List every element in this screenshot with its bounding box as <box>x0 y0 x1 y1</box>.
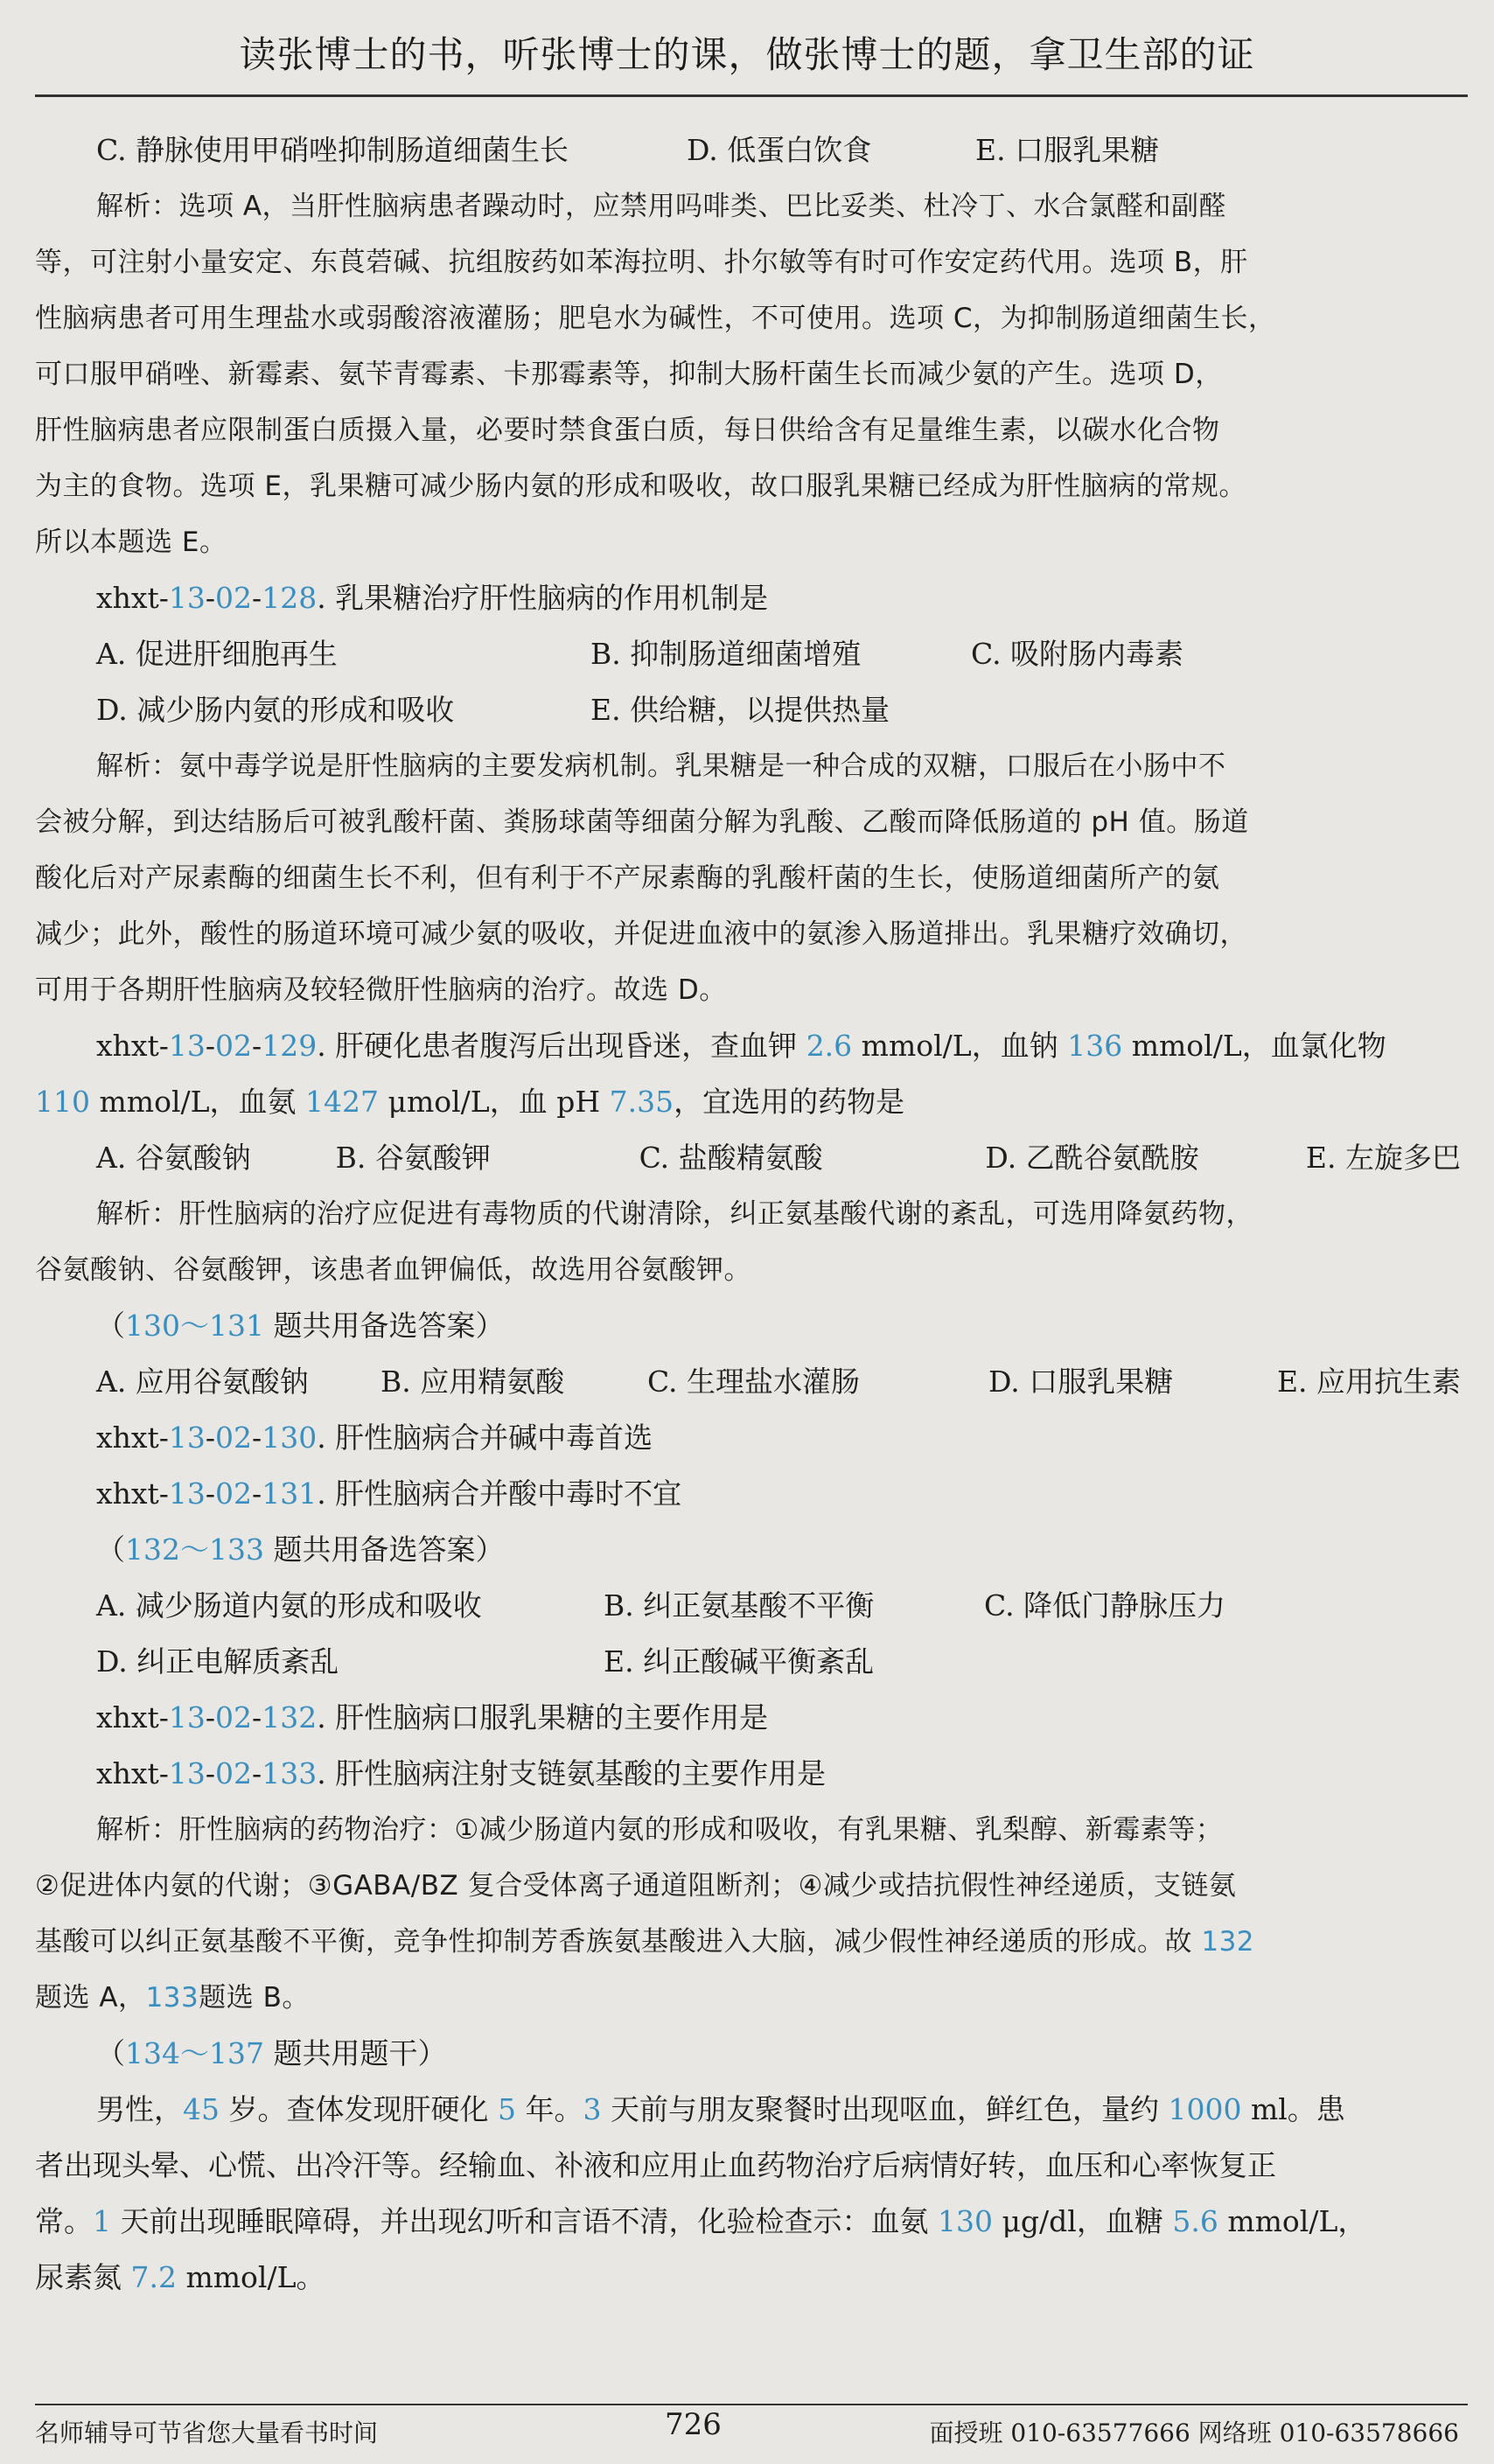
question-id-part: 02 <box>215 1029 253 1063</box>
group-132-header <box>35 1522 1461 1578</box>
question-id-sep: - <box>252 1700 262 1735</box>
question-id-sep: - <box>252 581 262 615</box>
page-content <box>35 122 1461 2306</box>
g132-option-e: E. 纠正酸碱平衡紊乱 <box>604 1644 875 1679</box>
question-id-part: 02 <box>215 1476 253 1511</box>
days-ago: 1 <box>93 2204 111 2238</box>
q129-analysis-line: 谷氨酸钠、谷氨酸钾，该患者血钾偏低，故选用谷氨酸钾。 <box>35 1254 751 1286</box>
q127-analysis-line: 肝性脑病患者应限制蛋白质摄入量，必要时禁食蛋白质，每日供给含有足量维生素，以碳水化合物 <box>35 415 1220 446</box>
case-text: 天前与朋友聚餐时出现呕血，鲜红色，量约 <box>601 2092 1169 2126</box>
answer-question-number: 133 <box>145 1982 199 2014</box>
question-id-part: 02 <box>215 1420 253 1455</box>
question-id-prefix: xhxt- <box>96 1476 169 1511</box>
group-header-label: 题共用题干） <box>264 2036 447 2070</box>
question-id-part: 13 <box>168 1700 206 1735</box>
q133-stem <box>35 1746 1461 1802</box>
question-id-part: 02 <box>215 1756 253 1790</box>
q127-analysis-line: 可口服甲硝唑、新霉素、氨苄青霉素、卡那霉素等，抑制大肠杆菌生长而减少氨的产生。选项 D， <box>35 359 1223 390</box>
q128-stem <box>35 570 1461 626</box>
case-text: 天前出现睡眠障碍，并出现幻听和言语不清，化验检查示：血氨 <box>111 2204 938 2238</box>
q129-option-d: D. 乙酰谷氨酰胺 <box>985 1141 1199 1175</box>
question-id-sep: - <box>205 1476 216 1511</box>
question-id-sep: - <box>205 1420 216 1455</box>
potassium-value: 2.6 <box>806 1029 853 1063</box>
g132-option-d: D. 纠正电解质紊乱 <box>96 1644 339 1679</box>
group-range-end: 133 <box>209 1532 264 1567</box>
case-stem-line2: 者出现头晕、心慌、出冷汗等。经输血、补液和应用止血药物治疗后病情好转，血压和心率恢复正 <box>35 2148 1276 2182</box>
question-id-part: 131 <box>262 1476 318 1511</box>
g132-analysis-line <box>35 1914 1461 1970</box>
answer-question-number: 132 <box>1201 1926 1255 1958</box>
q127-option-d: D. 低蛋白饮食 <box>687 133 872 167</box>
group-132-options-row <box>35 1634 1461 1690</box>
page-number: 726 <box>665 2407 722 2442</box>
q129-option-a: A. 谷氨酸钠 <box>96 1141 251 1175</box>
question-id-sep: - <box>205 1756 216 1790</box>
question-id-part: 02 <box>215 1700 253 1735</box>
footer-contact: 面授班 010-63577666 网络班 010-63578666 <box>929 2419 1459 2447</box>
q129-option-c: C. 盐酸精氨酸 <box>639 1141 823 1175</box>
g132-analysis-line: 解析：肝性脑病的药物治疗：①减少肠道内氨的形成和吸收，有乳果糖、乳梨醇、新霉素等； <box>96 1814 1224 1846</box>
group-header-paren: （ <box>96 1309 125 1343</box>
question-id-prefix: xhxt- <box>96 1756 169 1790</box>
question-stem-text: mmol/L，血氨 <box>90 1085 306 1119</box>
q129-stem-line2 <box>35 1074 1461 1130</box>
question-id-part: 13 <box>168 1029 206 1063</box>
q127-options-row <box>35 122 1461 178</box>
ph-value: 7.35 <box>609 1085 674 1119</box>
q127-analysis-line: 解析：选项 A，当肝性脑病患者躁动时，应禁用吗啡类、巴比妥类、杜冷丁、水合氯醛和副醛 <box>96 191 1227 222</box>
analysis-text: 基酸可以纠正氨基酸不平衡，竞争性抑制芳香族氨基酸进入大脑，减少假性神经递质的形成。故 <box>35 1926 1202 1958</box>
group-range-end: 131 <box>209 1309 264 1343</box>
running-header: 读张博士的书，听张博士的课，做张博士的题，拿卫生部的证 <box>239 33 1255 76</box>
group-range-sep: ～ <box>180 1309 209 1343</box>
blood-urea-nitrogen: 7.2 <box>130 2260 177 2294</box>
q128-analysis-line: 酸化后对产尿素酶的细菌生长不利，但有利于不产尿素酶的乳酸杆菌的生长，使肠道细菌所产的氨 <box>35 862 1220 894</box>
question-stem-text: ，宜选用的药物是 <box>674 1085 905 1119</box>
g130-option-c: C. 生理盐水灌肠 <box>646 1365 861 1399</box>
q132-stem <box>35 1690 1461 1746</box>
q129-option-b: B. 谷氨酸钾 <box>335 1141 491 1175</box>
g132-option-c: C. 降低门静脉压力 <box>984 1588 1226 1623</box>
question-id-sep: - <box>252 1029 262 1063</box>
question-stem-text: . 肝性脑病合并碱中毒首选 <box>317 1420 653 1455</box>
group-range-sep: ～ <box>180 1532 209 1567</box>
question-stem-text: . 肝性脑病口服乳果糖的主要作用是 <box>317 1700 769 1735</box>
group-132-options-row <box>35 1578 1461 1634</box>
group-130-header <box>35 1298 1461 1354</box>
days-ago: 3 <box>583 2092 602 2126</box>
q128-options-row <box>35 626 1461 682</box>
q127-option-c: C. 静脉使用甲硝唑抑制肠道细菌生长 <box>96 133 569 167</box>
group-range-start: 130 <box>125 1309 180 1343</box>
case-stem-line1 <box>35 2082 1461 2138</box>
g132-analysis-line: ②促进体内氨的代谢；③GABA/BZ 复合受体离子通道阻断剂；④减少或拮抗假性神经递质，支链氨 <box>35 1870 1237 1902</box>
footer-rule <box>35 2404 1468 2405</box>
case-text: 尿素氮 <box>35 2260 131 2294</box>
q128-option-a: A. 促进肝细胞再生 <box>96 637 338 671</box>
question-id-part: 133 <box>262 1756 318 1790</box>
group-range-end: 137 <box>209 2036 264 2070</box>
case-text: 男性， <box>96 2092 183 2126</box>
g130-option-e: E. 应用抗生素 <box>1276 1365 1462 1399</box>
question-stem-text: . 肝性脑病合并酸中毒时不宜 <box>317 1476 682 1511</box>
q128-option-e: E. 供给糖，以提供热量 <box>590 693 890 727</box>
group-header-label: 题共用备选答案） <box>264 1309 505 1343</box>
g132-option-b: B. 纠正氨基酸不平衡 <box>604 1588 875 1623</box>
q128-analysis-line: 减少；此外，酸性的肠道环境可减少氨的吸收，并促进血液中的氨渗入肠道排出。乳果糖疗效确切， <box>35 918 1247 950</box>
case-text: 年。 <box>515 2092 583 2126</box>
cirrhosis-years: 5 <box>497 2092 516 2126</box>
question-id-sep: - <box>252 1756 262 1790</box>
q129-option-e: E. 左旋多巴 <box>1305 1141 1461 1175</box>
question-id-sep: - <box>205 581 216 615</box>
sodium-value: 136 <box>1067 1029 1123 1063</box>
question-stem-text: . 肝硬化患者腹泻后出现昏迷，查血钾 <box>317 1029 806 1063</box>
case-text: mmol/L， <box>1218 2204 1367 2238</box>
q128-analysis-line: 会被分解，到达结肠后可被乳酸杆菌、粪肠球菌等细菌分解为乳酸、乙酸而降低肠道的 pH 值。肠道 <box>35 806 1249 838</box>
question-stem-text: . 乳果糖治疗肝性脑病的作用机制是 <box>317 581 769 615</box>
question-id-part: 128 <box>262 581 318 615</box>
g132-analysis-line <box>35 1970 1461 2026</box>
question-id-sep: - <box>252 1420 262 1455</box>
case-text: 岁。查体发现肝硬化 <box>220 2092 498 2126</box>
question-id-part: 130 <box>262 1420 318 1455</box>
group-134-header <box>35 2026 1461 2082</box>
blood-ammonia: 130 <box>937 2204 993 2238</box>
q131-stem <box>35 1466 1461 1522</box>
header-rule <box>35 94 1468 97</box>
q127-analysis-line: 性脑病患者可用生理盐水或弱酸溶液灌肠；肥皂水为碱性，不可使用。选项 C，为抑制肠道细菌生长， <box>35 303 1276 334</box>
q128-option-d: D. 减少肠内氨的形成和吸收 <box>96 693 455 727</box>
question-id-prefix: xhxt- <box>96 1029 169 1063</box>
q128-options-row <box>35 682 1461 738</box>
question-id-prefix: xhxt- <box>96 1420 169 1455</box>
analysis-text: 题选 A， <box>35 1982 146 2014</box>
blood-glucose: 5.6 <box>1172 2204 1218 2238</box>
case-stem-line3 <box>35 2194 1461 2250</box>
q128-analysis-line: 可用于各期肝性脑病及较轻微肝性脑病的治疗。故选 D。 <box>35 974 727 1006</box>
question-id-part: 132 <box>262 1700 318 1735</box>
footer-slogan: 名师辅导可节省您大量看书时间 <box>35 2419 379 2447</box>
q127-option-e: E. 口服乳果糖 <box>975 133 1160 167</box>
case-text: mmol/L。 <box>176 2260 325 2294</box>
group-header-paren: （ <box>96 2036 125 2070</box>
question-stem-text: μmol/L，血 pH <box>379 1085 610 1119</box>
group-header-paren: （ <box>96 1532 125 1567</box>
question-stem-text: . 肝性脑病注射支链氨基酸的主要作用是 <box>317 1756 827 1790</box>
question-id-part: 02 <box>215 581 253 615</box>
q128-option-c: C. 吸附肠内毒素 <box>971 637 1184 671</box>
question-id-prefix: xhxt- <box>96 581 169 615</box>
q130-stem <box>35 1410 1461 1466</box>
g130-option-d: D. 口服乳果糖 <box>988 1365 1174 1399</box>
q129-analysis-line: 解析：肝性脑病的治疗应促进有毒物质的代谢清除，纠正氨基酸代谢的紊乱，可选用降氨药物， <box>96 1198 1253 1230</box>
analysis-text: 题选 B。 <box>199 1982 310 2014</box>
group-range-start: 134 <box>125 2036 180 2070</box>
q128-analysis-line: 解析：氨中毒学说是肝性脑病的主要发病机制。乳果糖是一种合成的双糖，口服后在小肠中不 <box>96 750 1226 782</box>
blood-volume: 1000 <box>1168 2092 1242 2126</box>
q129-stem-line1 <box>35 1018 1461 1074</box>
q127-analysis-line: 等，可注射小量安定、东莨菪碱、抗组胺药如苯海拉明、扑尔敏等有时可作安定药代用。选项 B，肝 <box>35 247 1248 278</box>
q127-analysis-line: 为主的食物。选项 E，乳果糖可减少肠内氨的形成和吸收，故口服乳果糖已经成为肝性脑病的常规。 <box>35 471 1246 502</box>
group-range-sep: ～ <box>180 2036 209 2070</box>
case-text: μg/dl，血糖 <box>992 2204 1173 2238</box>
ammonia-value: 1427 <box>305 1085 380 1119</box>
question-id-sep: - <box>252 1476 262 1511</box>
group-header-label: 题共用备选答案） <box>264 1532 505 1567</box>
q129-options-row <box>35 1130 1461 1186</box>
group-range-start: 132 <box>125 1532 180 1567</box>
group-130-options-row <box>35 1354 1461 1410</box>
question-stem-text: mmol/L，血钠 <box>852 1029 1068 1063</box>
case-text: ml。患 <box>1241 2092 1345 2126</box>
question-id-part: 13 <box>168 1420 206 1455</box>
case-text: 常。 <box>35 2204 93 2238</box>
patient-age: 45 <box>183 2092 220 2126</box>
case-stem-line4 <box>35 2250 1461 2306</box>
question-id-part: 13 <box>168 1476 206 1511</box>
question-stem-text: mmol/L，血氯化物 <box>1122 1029 1386 1063</box>
question-id-prefix: xhxt- <box>96 1700 169 1735</box>
g130-option-b: B. 应用精氨酸 <box>380 1365 565 1399</box>
q128-option-b: B. 抑制肠道细菌增殖 <box>590 637 862 671</box>
question-id-part: 129 <box>262 1029 318 1063</box>
question-id-part: 13 <box>168 581 206 615</box>
question-id-sep: - <box>205 1029 216 1063</box>
question-id-sep: - <box>205 1700 216 1735</box>
question-id-part: 13 <box>168 1756 206 1790</box>
chloride-value: 110 <box>35 1085 90 1119</box>
g130-option-a: A. 应用谷氨酸钠 <box>96 1365 309 1399</box>
g132-option-a: A. 减少肠道内氨的形成和吸收 <box>96 1588 482 1623</box>
q127-analysis-line: 所以本题选 E。 <box>35 527 227 558</box>
